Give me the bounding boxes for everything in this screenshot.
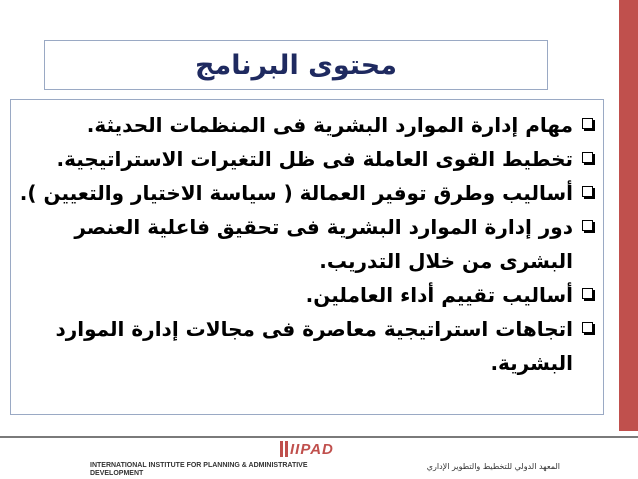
checkbox-bullet-icon [582, 118, 593, 129]
checkbox-bullet-icon [582, 186, 593, 197]
checkbox-bullet-icon [582, 152, 593, 163]
logo-bars-icon [280, 441, 288, 457]
checkbox-bullet-icon [582, 288, 593, 299]
bullet-item [0, 278, 595, 312]
bullet-text: أساليب تقييم أداء العاملين. [305, 283, 573, 307]
content-box [10, 99, 604, 415]
checkbox-bullet-icon [582, 220, 593, 231]
logo-text: IIPAD [290, 440, 334, 458]
bullet-item [13, 210, 595, 278]
bullet-item [0, 142, 595, 176]
institute-name-en: INTERNATIONAL INSTITUTE FOR PLANNING & ADMINISTRATIVE DEVELOPMENT [90, 462, 308, 477]
checkbox-bullet-icon [582, 322, 593, 333]
bullet-text: مهام إدارة الموارد البشرية فى المنظمات الحديثة. [86, 113, 573, 137]
title-box [44, 40, 548, 90]
bullet-item [0, 108, 595, 142]
bullet-item [0, 176, 595, 210]
slide-accent-bar [619, 0, 638, 431]
bullet-text: دور إدارة الموارد البشرية فى تحقيق فاعلية العنصر البشرى من خلال التدريب. [74, 215, 573, 273]
slide-title: محتوى البرنامج [195, 49, 397, 81]
bullet-text: اتجاهات استراتيجية معاصرة فى مجالات إدارة الموارد البشرية. [55, 317, 573, 375]
iipad-logo [280, 438, 360, 460]
bullet-text: أساليب وطرق توفير العمالة ( سياسة الاختيار والتعيين ). [19, 181, 573, 205]
bullet-text: تخطيط القوى العاملة فى ظل التغيرات الاستراتيجية. [56, 147, 573, 171]
bullet-item [13, 312, 595, 380]
institute-name-ar: المعهد الدولي للتخطيط والتطوير الإداري [426, 462, 560, 471]
bullet-list [0, 108, 595, 380]
